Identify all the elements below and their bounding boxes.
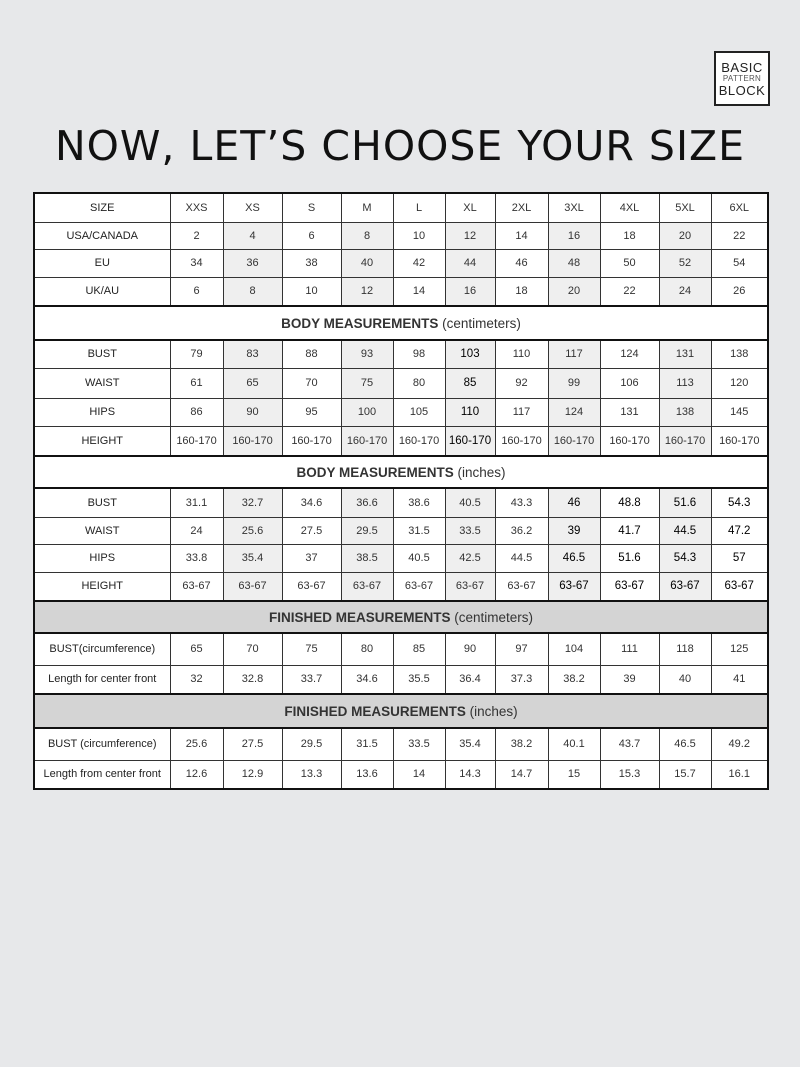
table-cell: 86 bbox=[170, 398, 223, 426]
table-cell: 54.3 bbox=[711, 488, 768, 517]
row-label: HIPS bbox=[34, 544, 170, 572]
table-cell: 75 bbox=[341, 368, 393, 398]
table-cell: 26 bbox=[711, 277, 768, 306]
table-row bbox=[34, 426, 768, 456]
table-cell: 32 bbox=[170, 665, 223, 694]
table-row bbox=[34, 222, 768, 249]
table-cell: 20 bbox=[659, 222, 711, 249]
row-label: BUST bbox=[34, 340, 170, 368]
table-cell: 18 bbox=[600, 222, 659, 249]
table-cell: 36.2 bbox=[495, 517, 548, 544]
row-label: EU bbox=[34, 249, 170, 277]
table-cell: 35.4 bbox=[223, 544, 282, 572]
table-cell: 113 bbox=[659, 368, 711, 398]
table-cell: 12 bbox=[341, 277, 393, 306]
table-cell: 46.5 bbox=[548, 544, 600, 572]
table-cell: 49.2 bbox=[711, 728, 768, 760]
table-cell: 124 bbox=[548, 398, 600, 426]
table-row bbox=[34, 572, 768, 601]
table-cell: 63-67 bbox=[548, 572, 600, 601]
table-cell: 160-170 bbox=[341, 426, 393, 456]
section-title: FINISHED MEASUREMENTS bbox=[284, 703, 466, 719]
table-cell: 2XL bbox=[495, 193, 548, 222]
table-cell: 12 bbox=[445, 222, 495, 249]
table-cell: 15.3 bbox=[600, 760, 659, 789]
table-cell: 85 bbox=[445, 368, 495, 398]
table-cell: 100 bbox=[341, 398, 393, 426]
table-cell: 25.6 bbox=[170, 728, 223, 760]
table-cell: 93 bbox=[341, 340, 393, 368]
table-cell: 40 bbox=[659, 665, 711, 694]
table-cell: 46.5 bbox=[659, 728, 711, 760]
table-cell: 125 bbox=[711, 633, 768, 665]
table-cell: 63-67 bbox=[170, 572, 223, 601]
table-cell: 41 bbox=[711, 665, 768, 694]
table-cell: 15 bbox=[548, 760, 600, 789]
table-cell: 24 bbox=[659, 277, 711, 306]
row-label: HIPS bbox=[34, 398, 170, 426]
table-cell: 12.6 bbox=[170, 760, 223, 789]
table-cell: 36.4 bbox=[445, 665, 495, 694]
table-cell: 104 bbox=[548, 633, 600, 665]
table-cell: 51.6 bbox=[659, 488, 711, 517]
table-cell: 36.6 bbox=[341, 488, 393, 517]
table-cell: 32.8 bbox=[223, 665, 282, 694]
table-cell: XXS bbox=[170, 193, 223, 222]
section-header-row bbox=[34, 694, 768, 728]
table-cell: 14.3 bbox=[445, 760, 495, 789]
table-cell: 160-170 bbox=[445, 426, 495, 456]
table-cell: 103 bbox=[445, 340, 495, 368]
table-row bbox=[34, 488, 768, 517]
table-cell: 160-170 bbox=[495, 426, 548, 456]
table-cell: 160-170 bbox=[711, 426, 768, 456]
table-cell: 63-67 bbox=[223, 572, 282, 601]
table-cell: 38.2 bbox=[548, 665, 600, 694]
table-cell: 13.3 bbox=[282, 760, 341, 789]
row-label: Length for center front bbox=[34, 665, 170, 694]
table-cell: 42 bbox=[393, 249, 445, 277]
table-row bbox=[34, 544, 768, 572]
table-cell: 79 bbox=[170, 340, 223, 368]
table-cell: 8 bbox=[341, 222, 393, 249]
table-cell: 63-67 bbox=[659, 572, 711, 601]
table-cell: 18 bbox=[495, 277, 548, 306]
logo-line-2: PATTERN bbox=[722, 73, 762, 83]
table-row bbox=[34, 277, 768, 306]
table-cell: 41.7 bbox=[600, 517, 659, 544]
table-cell: 20 bbox=[548, 277, 600, 306]
section-header bbox=[34, 601, 768, 633]
table-cell: 85 bbox=[393, 633, 445, 665]
table-cell: 52 bbox=[659, 249, 711, 277]
table-cell: 97 bbox=[495, 633, 548, 665]
brand-logo bbox=[714, 51, 770, 106]
table-cell: 44 bbox=[445, 249, 495, 277]
table-cell: 42.5 bbox=[445, 544, 495, 572]
table-cell: 14.7 bbox=[495, 760, 548, 789]
table-cell: 46 bbox=[548, 488, 600, 517]
table-row bbox=[34, 665, 768, 694]
section-header-row bbox=[34, 601, 768, 633]
table-cell: L bbox=[393, 193, 445, 222]
table-cell: 65 bbox=[170, 633, 223, 665]
table-cell: 43.3 bbox=[495, 488, 548, 517]
table-cell: 61 bbox=[170, 368, 223, 398]
table-cell: 22 bbox=[600, 277, 659, 306]
table-cell: M bbox=[341, 193, 393, 222]
table-cell: 6 bbox=[170, 277, 223, 306]
table-cell: 6 bbox=[282, 222, 341, 249]
row-label: HEIGHT bbox=[34, 572, 170, 601]
table-cell: 37 bbox=[282, 544, 341, 572]
table-cell: 3XL bbox=[548, 193, 600, 222]
table-cell: 92 bbox=[495, 368, 548, 398]
row-label: BUST bbox=[34, 488, 170, 517]
section-header bbox=[34, 306, 768, 340]
table-cell: 4XL bbox=[600, 193, 659, 222]
table-cell: 10 bbox=[393, 222, 445, 249]
table-cell: 39 bbox=[600, 665, 659, 694]
table-cell: 47.2 bbox=[711, 517, 768, 544]
table-cell: 46 bbox=[495, 249, 548, 277]
section-header bbox=[34, 694, 768, 728]
table-cell: 63-67 bbox=[600, 572, 659, 601]
row-label: WAIST bbox=[34, 517, 170, 544]
table-cell: 50 bbox=[600, 249, 659, 277]
table-cell: 138 bbox=[659, 398, 711, 426]
table-cell: 14 bbox=[393, 760, 445, 789]
table-cell: 80 bbox=[341, 633, 393, 665]
section-title: FINISHED MEASUREMENTS bbox=[268, 609, 451, 625]
table-cell: 110 bbox=[495, 340, 548, 368]
table-cell: 63-67 bbox=[445, 572, 495, 601]
table-cell: S bbox=[282, 193, 341, 222]
size-chart-table bbox=[33, 192, 769, 790]
row-label: UK/AU bbox=[34, 277, 170, 306]
table-cell: 70 bbox=[282, 368, 341, 398]
table-cell: 83 bbox=[223, 340, 282, 368]
table-cell: 16.1 bbox=[711, 760, 768, 789]
table-cell: 160-170 bbox=[170, 426, 223, 456]
table-cell: 6XL bbox=[711, 193, 768, 222]
table-cell: 13.6 bbox=[341, 760, 393, 789]
section-unit: (inches) bbox=[453, 464, 506, 480]
table-cell: 160-170 bbox=[659, 426, 711, 456]
table-cell: 44.5 bbox=[495, 544, 548, 572]
table-cell: 54 bbox=[711, 249, 768, 277]
row-label: SIZE bbox=[34, 193, 170, 222]
section-unit: (centimeters) bbox=[438, 315, 521, 331]
table-cell: 32.7 bbox=[223, 488, 282, 517]
table-cell: 120 bbox=[711, 368, 768, 398]
table-row bbox=[34, 760, 768, 789]
table-row bbox=[34, 340, 768, 368]
table-cell: 14 bbox=[495, 222, 548, 249]
section-header bbox=[34, 456, 768, 488]
table-cell: 16 bbox=[445, 277, 495, 306]
row-label: BUST(circumference) bbox=[34, 633, 170, 665]
table-cell: 33.8 bbox=[170, 544, 223, 572]
table-cell: 90 bbox=[223, 398, 282, 426]
table-cell: 118 bbox=[659, 633, 711, 665]
table-cell: 40.5 bbox=[393, 544, 445, 572]
table-cell: 29.5 bbox=[282, 728, 341, 760]
section-header-row bbox=[34, 306, 768, 340]
table-row bbox=[34, 728, 768, 760]
table-cell: 16 bbox=[548, 222, 600, 249]
table-cell: 31.5 bbox=[393, 517, 445, 544]
table-cell: 48.8 bbox=[600, 488, 659, 517]
table-cell: 110 bbox=[445, 398, 495, 426]
table-cell: 33.5 bbox=[393, 728, 445, 760]
row-label: HEIGHT bbox=[34, 426, 170, 456]
table-cell: 24 bbox=[170, 517, 223, 544]
table-cell: 57 bbox=[711, 544, 768, 572]
table-cell: 80 bbox=[393, 368, 445, 398]
table-cell: 63-67 bbox=[711, 572, 768, 601]
table-cell: 40.5 bbox=[445, 488, 495, 517]
table-cell: 95 bbox=[282, 398, 341, 426]
table-cell: 8 bbox=[223, 277, 282, 306]
table-cell: 99 bbox=[548, 368, 600, 398]
table-cell: 160-170 bbox=[223, 426, 282, 456]
table-cell: 54.3 bbox=[659, 544, 711, 572]
section-title: BODY MEASUREMENTS bbox=[296, 464, 454, 480]
logo-line-3: BLOCK bbox=[718, 82, 766, 98]
table-cell: 124 bbox=[600, 340, 659, 368]
table-cell: 63-67 bbox=[282, 572, 341, 601]
section-title: BODY MEASUREMENTS bbox=[281, 315, 439, 331]
table-row bbox=[34, 249, 768, 277]
table-cell: 25.6 bbox=[223, 517, 282, 544]
table-cell: 117 bbox=[495, 398, 548, 426]
table-cell: 106 bbox=[600, 368, 659, 398]
table-cell: 33.5 bbox=[445, 517, 495, 544]
table-cell: 51.6 bbox=[600, 544, 659, 572]
table-cell: 27.5 bbox=[223, 728, 282, 760]
section-unit: (inches) bbox=[465, 703, 518, 719]
table-row bbox=[34, 368, 768, 398]
table-cell: 34.6 bbox=[341, 665, 393, 694]
table-cell: 160-170 bbox=[393, 426, 445, 456]
table-cell: 38.2 bbox=[495, 728, 548, 760]
row-label: Length from center front bbox=[34, 760, 170, 789]
table-row bbox=[34, 517, 768, 544]
table-cell: 65 bbox=[223, 368, 282, 398]
table-cell: 33.7 bbox=[282, 665, 341, 694]
table-cell: 14 bbox=[393, 277, 445, 306]
table-cell: 22 bbox=[711, 222, 768, 249]
section-header-row bbox=[34, 456, 768, 488]
table-cell: 44.5 bbox=[659, 517, 711, 544]
table-cell: 34.6 bbox=[282, 488, 341, 517]
table-cell: 70 bbox=[223, 633, 282, 665]
table-cell: 31.1 bbox=[170, 488, 223, 517]
row-label: BUST (circumference) bbox=[34, 728, 170, 760]
table-cell: 38.6 bbox=[393, 488, 445, 517]
table-cell: 117 bbox=[548, 340, 600, 368]
table-cell: 39 bbox=[548, 517, 600, 544]
logo-line-1: BASIC bbox=[721, 59, 763, 75]
table-cell: 31.5 bbox=[341, 728, 393, 760]
table-cell: 38 bbox=[282, 249, 341, 277]
table-cell: 98 bbox=[393, 340, 445, 368]
table-cell: 40 bbox=[341, 249, 393, 277]
table-cell: 63-67 bbox=[341, 572, 393, 601]
table-cell: 160-170 bbox=[282, 426, 341, 456]
table-cell: 75 bbox=[282, 633, 341, 665]
table-cell: 48 bbox=[548, 249, 600, 277]
table-row bbox=[34, 633, 768, 665]
table-cell: 63-67 bbox=[393, 572, 445, 601]
table-cell: 2 bbox=[170, 222, 223, 249]
table-cell: XS bbox=[223, 193, 282, 222]
table-cell: 5XL bbox=[659, 193, 711, 222]
table-cell: 12.9 bbox=[223, 760, 282, 789]
table-row bbox=[34, 398, 768, 426]
table-cell: 145 bbox=[711, 398, 768, 426]
table-cell: 63-67 bbox=[495, 572, 548, 601]
table-cell: 111 bbox=[600, 633, 659, 665]
table-cell: 43.7 bbox=[600, 728, 659, 760]
table-cell: 15.7 bbox=[659, 760, 711, 789]
table-cell: 4 bbox=[223, 222, 282, 249]
table-cell: 29.5 bbox=[341, 517, 393, 544]
table-cell: 40.1 bbox=[548, 728, 600, 760]
table-cell: 10 bbox=[282, 277, 341, 306]
table-cell: 35.4 bbox=[445, 728, 495, 760]
table-cell: 90 bbox=[445, 633, 495, 665]
section-unit: (centimeters) bbox=[450, 609, 534, 625]
table-cell: 131 bbox=[600, 398, 659, 426]
table-cell: 160-170 bbox=[600, 426, 659, 456]
table-cell: 88 bbox=[282, 340, 341, 368]
table-cell: 105 bbox=[393, 398, 445, 426]
row-label: WAIST bbox=[34, 368, 170, 398]
table-cell: 27.5 bbox=[282, 517, 341, 544]
table-cell: XL bbox=[445, 193, 495, 222]
table-cell: 38.5 bbox=[341, 544, 393, 572]
table-cell: 35.5 bbox=[393, 665, 445, 694]
table-cell: 36 bbox=[223, 249, 282, 277]
page-title: NOW, LET’S CHOOSE YOUR SIZE bbox=[54, 122, 746, 170]
table-cell: 160-170 bbox=[548, 426, 600, 456]
table-cell: 37.3 bbox=[495, 665, 548, 694]
table-cell: 131 bbox=[659, 340, 711, 368]
table-row bbox=[34, 193, 768, 222]
table-cell: 138 bbox=[711, 340, 768, 368]
table-cell: 34 bbox=[170, 249, 223, 277]
row-label: USA/CANADA bbox=[34, 222, 170, 249]
